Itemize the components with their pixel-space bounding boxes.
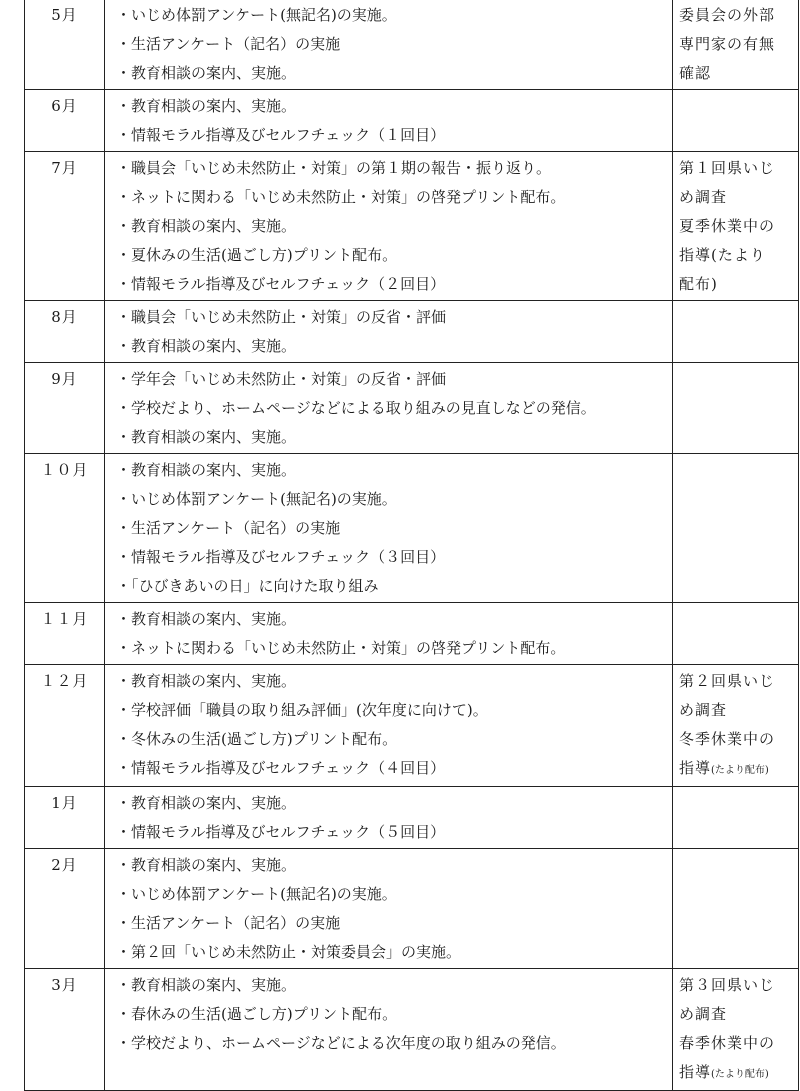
month-row bbox=[25, 454, 799, 603]
activity-item: ・教育相談の案内、実施。 bbox=[116, 461, 297, 479]
activities-cell bbox=[105, 454, 673, 603]
note-small-text: (たより配布) bbox=[711, 1069, 769, 1080]
activity-item: ・教育相談の案内、実施。 bbox=[116, 428, 297, 446]
month-cell bbox=[25, 849, 105, 969]
activity-item: ・情報モラル指導及びセルフチェック（１回目） bbox=[116, 126, 446, 144]
plan-table-body bbox=[25, 0, 799, 1091]
activity-item: ・生活アンケート（記名）の実施 bbox=[116, 914, 341, 932]
month-row bbox=[25, 301, 799, 363]
activity-item: ・学校だより、ホームページなどによる取り組みの見直しなどの発信。 bbox=[116, 399, 596, 417]
activity-item: ・冬休みの生活(過ごし方)プリント配布。 bbox=[116, 730, 398, 748]
month-label: １１月 bbox=[40, 610, 89, 628]
note-small-text: (たより配布) bbox=[711, 765, 769, 776]
month-cell bbox=[25, 301, 105, 363]
activity-item: ・いじめ体罰アンケート(無記名)の実施。 bbox=[116, 490, 397, 508]
note-line: め調査 bbox=[679, 701, 728, 719]
month-label: 1月 bbox=[51, 794, 78, 812]
month-label: 5月 bbox=[51, 6, 78, 24]
notes-cell bbox=[673, 152, 799, 301]
month-cell bbox=[25, 969, 105, 1091]
month-label: 8月 bbox=[51, 308, 78, 326]
annual-plan-table bbox=[24, 0, 799, 1091]
activities-cell bbox=[105, 0, 673, 90]
notes-cell bbox=[673, 603, 799, 665]
notes-cell bbox=[673, 301, 799, 363]
activity-item: ・教育相談の案内、実施。 bbox=[116, 64, 297, 82]
notes-cell bbox=[673, 665, 799, 787]
activity-item: ・職員会「いじめ未然防止・対策」の第１期の報告・振り返り。 bbox=[116, 159, 552, 177]
activity-item: ・いじめ体罰アンケート(無記名)の実施。 bbox=[116, 885, 397, 903]
activity-item: ・学年会「いじめ未然防止・対策」の反省・評価 bbox=[116, 370, 447, 388]
activity-item: ・教育相談の案内、実施。 bbox=[116, 217, 297, 235]
activity-item: ・教育相談の案内、実施。 bbox=[116, 794, 297, 812]
note-line: 第１回県いじ bbox=[679, 159, 776, 177]
month-row bbox=[25, 152, 799, 301]
activity-item: ・春休みの生活(過ごし方)プリント配布。 bbox=[116, 1005, 398, 1023]
month-label: 7月 bbox=[51, 159, 78, 177]
note-line bbox=[679, 754, 796, 785]
notes-cell bbox=[673, 0, 799, 90]
month-cell bbox=[25, 665, 105, 787]
notes-cell bbox=[673, 90, 799, 152]
note-line: 専門家の有無 bbox=[679, 35, 776, 53]
month-row bbox=[25, 0, 799, 90]
note-line: 委員会の外部 bbox=[679, 6, 776, 24]
activity-item: ・教育相談の案内、実施。 bbox=[116, 610, 297, 628]
month-cell bbox=[25, 363, 105, 454]
activity-item: ・ネットに関わる「いじめ未然防止・対策」の啓発プリント配布。 bbox=[116, 188, 566, 206]
note-line: 第２回県いじ bbox=[679, 672, 776, 690]
note-line: 夏季休業中の bbox=[679, 217, 776, 235]
activities-cell bbox=[105, 665, 673, 787]
month-label: １０月 bbox=[40, 461, 89, 479]
activity-item: ・学校だより、ホームページなどによる次年度の取り組みの発信。 bbox=[116, 1034, 566, 1052]
activity-item: ・いじめ体罰アンケート(無記名)の実施。 bbox=[116, 6, 397, 24]
month-label: 9月 bbox=[51, 370, 78, 388]
activity-item: ・情報モラル指導及びセルフチェック（３回目） bbox=[116, 548, 446, 566]
month-label: 2月 bbox=[51, 856, 78, 874]
activities-cell bbox=[105, 90, 673, 152]
activity-item: ・教育相談の案内、実施。 bbox=[116, 97, 297, 115]
activity-item: ・教育相談の案内、実施。 bbox=[116, 856, 297, 874]
month-cell bbox=[25, 454, 105, 603]
activity-item: ・「ひびきあいの日」に向けた取り組み bbox=[116, 577, 379, 595]
note-line: め調査 bbox=[679, 188, 728, 206]
notes-cell bbox=[673, 849, 799, 969]
activities-cell bbox=[105, 787, 673, 849]
activity-item: ・生活アンケート（記名）の実施 bbox=[116, 35, 341, 53]
activity-item: ・教育相談の案内、実施。 bbox=[116, 672, 297, 690]
month-row bbox=[25, 787, 799, 849]
note-line: め調査 bbox=[679, 1005, 728, 1023]
activity-item: ・情報モラル指導及びセルフチェック（４回目） bbox=[116, 759, 446, 777]
activities-cell bbox=[105, 152, 673, 301]
note-main-text: 指導 bbox=[679, 1063, 712, 1081]
activity-item: ・学校評価「職員の取り組み評価」(次年度に向けて)。 bbox=[116, 701, 488, 719]
activity-item: ・情報モラル指導及びセルフチェック（５回目） bbox=[116, 823, 446, 841]
notes-cell bbox=[673, 454, 799, 603]
month-cell bbox=[25, 90, 105, 152]
activity-item: ・教育相談の案内、実施。 bbox=[116, 337, 297, 355]
month-cell bbox=[25, 603, 105, 665]
month-row bbox=[25, 969, 799, 1091]
notes-cell bbox=[673, 787, 799, 849]
note-line: 春季休業中の bbox=[679, 1034, 776, 1052]
activity-item: ・第２回「いじめ未然防止・対策委員会」の実施。 bbox=[116, 943, 462, 961]
note-line: 第３回県いじ bbox=[679, 976, 776, 994]
activity-item: ・夏休みの生活(過ごし方)プリント配布。 bbox=[116, 246, 398, 264]
activity-item: ・情報モラル指導及びセルフチェック（２回目） bbox=[116, 275, 446, 293]
activity-item: ・生活アンケート（記名）の実施 bbox=[116, 519, 341, 537]
note-line: 配布) bbox=[679, 275, 718, 293]
month-row bbox=[25, 90, 799, 152]
month-label: 6月 bbox=[51, 97, 78, 115]
activities-cell bbox=[105, 363, 673, 454]
month-row bbox=[25, 363, 799, 454]
month-row bbox=[25, 849, 799, 969]
activities-cell bbox=[105, 301, 673, 363]
activities-cell bbox=[105, 969, 673, 1091]
activities-cell bbox=[105, 849, 673, 969]
note-line: 冬季休業中の bbox=[679, 730, 776, 748]
activity-item: ・ネットに関わる「いじめ未然防止・対策」の啓発プリント配布。 bbox=[116, 639, 566, 657]
note-line bbox=[679, 1058, 796, 1089]
activity-item: ・職員会「いじめ未然防止・対策」の反省・評価 bbox=[116, 308, 447, 326]
note-main-text: 指導 bbox=[679, 759, 712, 777]
notes-cell bbox=[673, 363, 799, 454]
month-cell bbox=[25, 152, 105, 301]
notes-cell bbox=[673, 969, 799, 1091]
month-row bbox=[25, 665, 799, 787]
month-cell bbox=[25, 787, 105, 849]
activities-cell bbox=[105, 603, 673, 665]
month-row bbox=[25, 603, 799, 665]
activity-item: ・教育相談の案内、実施。 bbox=[116, 976, 297, 994]
note-line: 指導(たより bbox=[679, 246, 766, 264]
note-line: 確認 bbox=[679, 64, 712, 82]
month-cell bbox=[25, 0, 105, 90]
month-label: １２月 bbox=[40, 672, 89, 690]
month-label: 3月 bbox=[51, 976, 78, 994]
